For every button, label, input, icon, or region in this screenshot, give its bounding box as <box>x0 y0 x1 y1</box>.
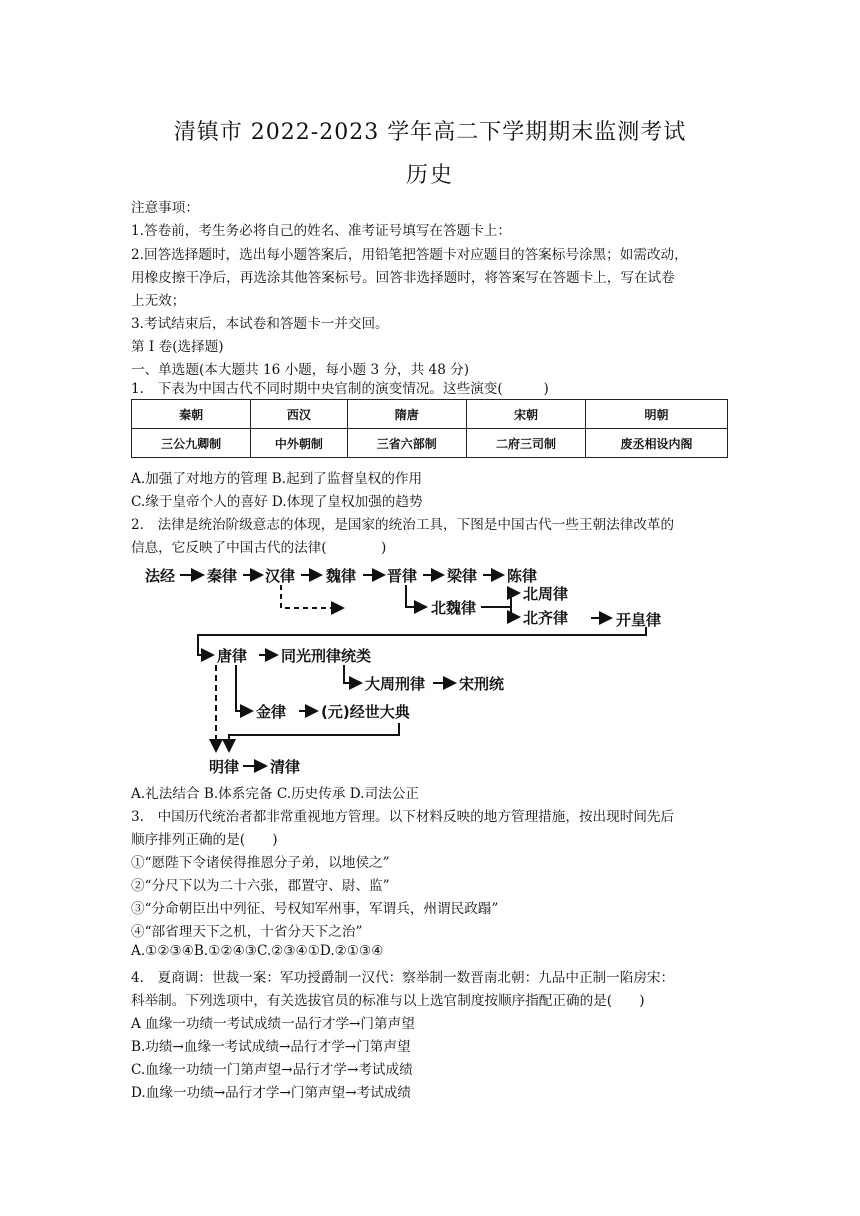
part-heading: 第 I 卷(选择题) <box>131 339 224 355</box>
q1-table-cell: 中外朝制 <box>251 429 348 458</box>
arrow <box>236 665 252 711</box>
q1-table-cell: 宋朝 <box>466 400 585 429</box>
q1-stem: 1. 下表为中国古代不同时期中央官制的演变情况。这些演变( ) <box>131 381 549 397</box>
q1-table-cell: 二府三司制 <box>466 429 585 458</box>
q3-options: A.①②③④B.①②④③C.②③④①D.②①③④ <box>131 943 384 959</box>
notes-heading: 注意事项： <box>131 200 199 216</box>
q1-table-cell: 三省六部制 <box>347 429 466 458</box>
node-weilv: 魏律 <box>326 567 357 585</box>
subject-title: 历史 <box>405 163 454 188</box>
q1-table <box>131 399 728 458</box>
q4-option-b: B.功绩→血缘一考试成绩→品行才学→门第声望 <box>131 1039 411 1055</box>
q1-options-cd: C.缘于皇帝个人的喜好 D.体现了皇权加强的趋势 <box>131 494 423 510</box>
q4-stem: 4. 夏商调：世裁一案：军功授爵制一汉代：察举制一数晋南北朝：九品中正制一陷房宋： <box>131 970 675 986</box>
q3-material-2: ②“分尺下以为二十六张，郡置守、尉、监” <box>131 878 390 894</box>
node-qinglv: 清律 <box>270 758 301 776</box>
q1-table-cell: 西汉 <box>251 400 348 429</box>
node-dazhou: 大周刑律 <box>365 675 426 693</box>
q4-option-d: D.血缘一功绩→品行才学→门第声望→考试成绩 <box>131 1085 411 1101</box>
q3-material-1: ①“愿陛下令诸侯得推恩分子弟，以地侯之” <box>131 855 390 871</box>
q1-table-cell: 三公九卿制 <box>132 429 251 458</box>
node-tanglv: 唐律 <box>217 647 248 665</box>
note-2-end: 上无效； <box>131 293 186 309</box>
section-heading: 一、单选题(本大题共 16 小题，每小题 3 分，共 48 分) <box>131 362 470 378</box>
node-yuan: (元)经世大典 <box>321 703 410 721</box>
note-3: 3.考试结束后，本试卷和答题卡一并交回。 <box>131 316 389 332</box>
arrow <box>406 585 426 607</box>
node-hanlv: 汉律 <box>265 567 296 585</box>
q1-table-row <box>132 429 728 458</box>
note-2: 2.回答选择题时，选出每小题答案后，用铅笔把答题卡对应题目的答案标号涂黑；如需改动， <box>131 247 688 263</box>
node-fajing: 法经 <box>145 567 176 585</box>
node-chenlv: 陈律 <box>507 567 538 585</box>
q3-stem-cont: 顺序排列正确的是( ) <box>131 832 278 848</box>
q2-options: A.礼法结合 B.体系完备 C.历史传承 D.司法公正 <box>131 786 419 802</box>
arrow <box>198 627 646 655</box>
q4-option-a: A 血缘一功绩一考试成绩一品行才学→门第声望 <box>131 1016 415 1032</box>
q1-table-header-row <box>132 400 728 429</box>
node-beiweilv: 北魏律 <box>431 599 477 617</box>
note-1: 1.答卷前，考生务必将自己的姓名、准考证号填写在答题卡上： <box>131 223 511 239</box>
node-tongguang: 同光刑律统类 <box>281 647 372 665</box>
node-qinlv: 秦律 <box>207 567 238 585</box>
arrow <box>229 723 399 751</box>
q1-table-cell: 隋唐 <box>347 400 466 429</box>
q4-stem-cont: 科举制。下列选项中，有关选拔官员的标准与以上选官制度按顺序指配正确的是( ) <box>131 993 645 1009</box>
node-lianglv: 梁律 <box>447 567 478 585</box>
q3-stem: 3. 中国历代统治者都非常重视地方管理。以下材料反映的地方管理措施，按出现时间先后 <box>131 809 675 825</box>
node-beizhoulv: 北周律 <box>523 585 569 603</box>
q1-table-cell: 明朝 <box>586 400 728 429</box>
node-jinlv: 晋律 <box>387 567 418 585</box>
q4-option-c: C.血缘一功绩一门第声望→品行才学→考试成绩 <box>131 1062 413 1078</box>
q2-stem: 2. 法律是统治阶级意志的体现，是国家的统治工具，下图是中国古代一些王朝法律改革的 <box>131 517 675 533</box>
q2-stem-cont: 信息，它反映了中国古代的法律( ) <box>131 540 387 556</box>
arrow <box>344 665 361 683</box>
q1-table-cell: 废丞相设内阁 <box>586 429 728 458</box>
q3-material-4: ④“部省理天下之机，十省分天下之治” <box>131 924 363 940</box>
q3-material-3: ③“分命朝臣出中列征、号权知军州事，军谓兵，州谓民政蹋” <box>131 901 499 917</box>
q1-table-cell: 秦朝 <box>132 400 251 429</box>
node-jinlv-jin: 金律 <box>256 703 287 721</box>
node-beiqilv: 北齐律 <box>523 609 569 627</box>
law-evolution-diagram <box>131 555 691 780</box>
node-songxingtong: 宋刑统 <box>459 675 505 693</box>
q1-options-ab: A.加强了对地方的管理 B.起到了监督皇权的作用 <box>131 471 423 487</box>
node-minglv: 明律 <box>209 758 240 776</box>
exam-title: 清镇市 2022-2023 学年高二下学期期末监测考试 <box>173 120 687 145</box>
node-kaihuanglv: 开皇律 <box>616 611 662 629</box>
note-2-cont: 用橡皮擦干净后，再选涂其他答案标号。回答非选择题时，将答案写在答题卡上，写在试卷 <box>131 270 675 286</box>
dashed-arrow <box>281 585 343 608</box>
